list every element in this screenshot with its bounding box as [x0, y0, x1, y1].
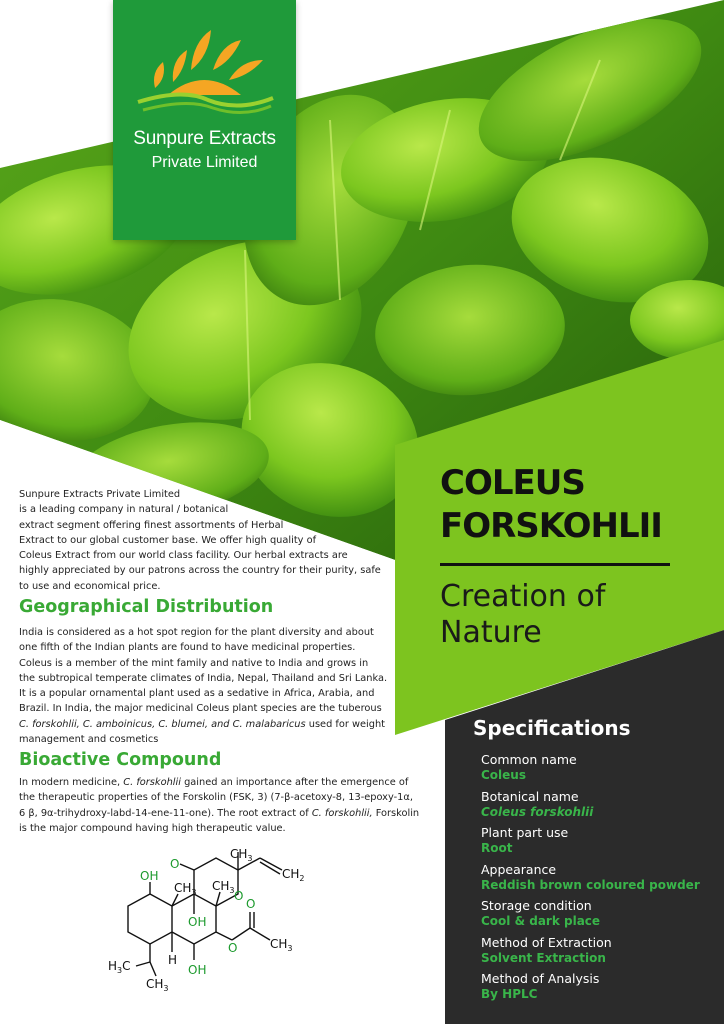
bioactive-text-c: Forskolin is the major compound having high therapeutic value. — [19, 807, 420, 834]
geography-body: India is considered as a hot spot region for the plant diversity and about one fifth of the Indian plants are found to have medicinal properties. Coleus is a member of the mint family and native to India and grows in the subtropical temperate climates of India, Nepal, Thailand and Sri Lanka. It is a popular ornamental plant used as a sedative in Africa, Arabia, and Brazil. In India, the major medicinal Coleus plant species are the tuberous — [19, 627, 388, 715]
mol-ch3-bottom — [146, 977, 169, 993]
mol-ch2 — [282, 867, 305, 883]
spec-label: Common name — [481, 752, 577, 767]
mol-ch3-bottom-text: CH — [146, 977, 164, 991]
specifications-list — [481, 752, 721, 1008]
spec-value: By HPLC — [481, 987, 538, 1001]
spec-appearance — [481, 862, 721, 899]
mol-ch3-a-sub: 3 — [191, 888, 197, 897]
geography-heading: Geographical Distribution — [19, 597, 274, 617]
spec-storage — [481, 898, 721, 935]
mol-ch3-b-text: CH — [212, 879, 230, 893]
product-title-line1: COLEUS — [440, 463, 585, 503]
tagline-line2: Nature — [440, 615, 542, 650]
company-intro: Sunpure Extracts Private Limited is a leading company in natural / botanical extract segment offering finest assortments of Herbal Extract to our global customer base. We offer high quality of Coleus Extract from our world class facility. Our herbal extracts are highly appreciated by our patrons across the country for their purity, safe to use and economical price. — [19, 489, 381, 592]
spec-value: Coleus — [481, 768, 526, 782]
product-title — [440, 462, 710, 548]
mol-oh-6: OH — [188, 963, 207, 977]
mol-h3c-h: H — [108, 959, 118, 973]
bioactive-text — [19, 775, 429, 836]
mol-ch3-acetyl — [270, 937, 293, 953]
bioactive-species-a: C. forskohlii — [123, 777, 181, 788]
mol-ch3-acetyl-sub: 3 — [287, 944, 293, 953]
spec-label: Storage condition — [481, 898, 592, 913]
bioactive-text-b: gained an importance after the emergence of the therapeutic properties of the Forskolin (FSK, 3) (7-β-acetoxy-8, 13-epoxy-1α, 6 β, 9α-trihydroxy-labd-14-ene-11-one). The root extract of — [19, 777, 413, 819]
mol-h3c-c: C — [122, 959, 131, 973]
mol-ch3-a — [174, 881, 197, 897]
logo-company-suffix: Private Limited — [151, 154, 258, 171]
geography-body-tail: used for weight management and cosmetics — [19, 718, 386, 746]
mol-oh-1: OH — [140, 869, 159, 883]
title-divider — [440, 563, 670, 566]
spec-analysis — [481, 971, 721, 1008]
spec-value: Coleus forskohlii — [481, 804, 594, 819]
mol-ch3-top — [230, 847, 253, 863]
mol-ring-o: O — [234, 889, 244, 903]
spec-label: Plant part use — [481, 825, 569, 840]
mol-ch3-a-text: CH — [174, 881, 192, 895]
spec-extraction — [481, 935, 721, 972]
mol-acetyl-o: O — [246, 897, 256, 911]
mol-h: H — [168, 953, 178, 967]
spec-label: Method of Analysis — [481, 971, 600, 986]
spec-label: Appearance — [481, 861, 557, 877]
mol-ketone-o: O — [170, 857, 180, 871]
mol-ch2-sub: 2 — [299, 874, 305, 883]
mol-ch3-b — [212, 879, 235, 895]
logo-company-name: Sunpure Extracts — [133, 128, 276, 149]
geography-text — [19, 625, 419, 747]
mol-ch3-top-sub: 3 — [247, 854, 253, 863]
geography-species: C. forskohlii, C. amboinicus, C. blumei, and C. malabaricus — [19, 718, 306, 730]
spec-plant-part — [481, 825, 721, 862]
mol-ch3-top-text: CH — [230, 847, 248, 861]
spec-common-name — [481, 752, 721, 789]
mol-ester-o: O — [228, 941, 238, 955]
bioactive-heading: Bioactive Compound — [19, 750, 222, 770]
company-logo — [113, 0, 296, 240]
spec-value: Reddish brown coloured powder — [481, 877, 700, 892]
sun-leaf-icon — [113, 0, 296, 125]
mol-ch3-b-sub: 3 — [229, 886, 235, 895]
spec-botanical-name — [481, 789, 721, 826]
spec-label: Botanical name — [481, 788, 579, 804]
bioactive-species-b: C. forskohlii, — [311, 807, 373, 819]
product-tagline — [440, 579, 700, 651]
mol-h3c — [108, 959, 131, 975]
mol-ch3-acetyl-text: CH — [270, 937, 288, 951]
mol-ch2-text: CH — [282, 867, 300, 881]
spec-value: Solvent Extraction — [481, 950, 606, 965]
spec-label: Method of Extraction — [481, 934, 612, 950]
product-title-line2: FORSKOHLII — [440, 506, 662, 546]
spec-value: Cool & dark place — [481, 914, 601, 928]
mol-oh-9: OH — [188, 915, 207, 929]
specifications-heading: Specifications — [473, 716, 631, 740]
spec-value: Root — [481, 841, 513, 855]
bioactive-text-a: In modern medicine, — [19, 777, 124, 788]
mol-h3c-sub: 3 — [117, 966, 123, 975]
forskolin-structure-diagram — [100, 842, 330, 1017]
tagline-line1: Creation of — [440, 579, 606, 614]
mol-ch3-bottom-sub: 3 — [163, 984, 169, 993]
